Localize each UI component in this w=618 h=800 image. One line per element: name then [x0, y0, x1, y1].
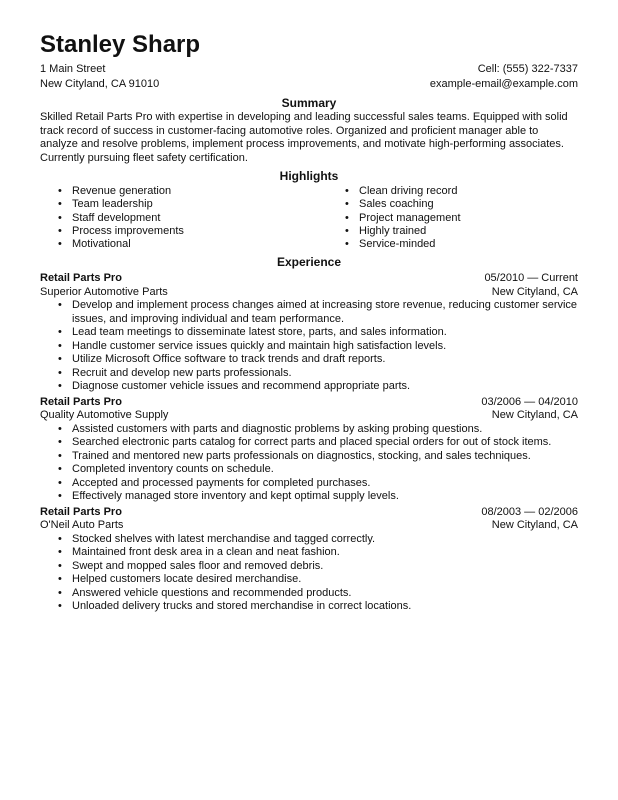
job-duties: [40, 299, 578, 394]
duty-item: • Answered vehicle questions and recommended products.: [40, 587, 578, 601]
highlights-heading: Highlights: [279, 169, 339, 183]
duty-item: • Utilize Microsoft Office software to track trends and draft reports.: [40, 353, 578, 367]
contact-row-1: [40, 62, 578, 77]
job-title: Retail Parts Pro: [40, 395, 122, 408]
duty-item: • Handle customer service issues quickly and maintain high satisfaction levels.: [40, 340, 578, 354]
phone-number: Cell: (555) 322-7337: [477, 63, 578, 75]
duty-item: • Accepted and processed payments for completed purchases.: [40, 477, 578, 491]
highlight-item: • Revenue generation: [40, 185, 327, 198]
duty-item: • Stocked shelves with latest merchandise and tagged correctly.: [40, 533, 578, 547]
job-company: Superior Automotive Parts: [40, 285, 168, 298]
highlight-item: • Clean driving record: [327, 185, 461, 198]
duty-item: • Effectively managed store inventory and kept optimal supply levels.: [40, 490, 578, 504]
email-address[interactable]: example-email@example.com: [429, 78, 578, 90]
duty-item: • Searched electronic parts catalog for correct parts and placed special orders for out of stock items.: [40, 436, 578, 450]
duty-item: • Develop and implement process changes aimed at increasing store revenue, reducing customer service issues, and improving individual and team performance.: [40, 299, 578, 326]
job-company-row: [40, 519, 578, 533]
job-dates: 08/2003 — 02/2006: [481, 505, 578, 518]
duty-item: • Swept and mopped sales floor and removed debris.: [40, 560, 578, 574]
highlights-list: [40, 185, 578, 251]
job-title-row: [40, 506, 578, 520]
highlight-item: • Project management: [327, 212, 461, 225]
highlight-item: • Staff development: [40, 212, 327, 225]
summary-heading: Summary: [281, 96, 337, 110]
duty-item: • Maintained front desk area in a clean and neat fashion.: [40, 546, 578, 560]
job-dates: 03/2006 — 04/2010: [481, 395, 578, 408]
job-company-row: [40, 409, 578, 423]
job-title-row: [40, 396, 578, 410]
address-line-2: New Cityland, CA 91010: [40, 78, 160, 90]
duty-item: • Recruit and develop new parts professionals.: [40, 367, 578, 381]
job-entry: [40, 396, 578, 504]
duty-item: • Assisted customers with parts and diagnostic problems by asking probing questions.: [40, 423, 578, 437]
job-duties: [40, 423, 578, 504]
duty-item: • Helped customers locate desired merchandise.: [40, 573, 578, 587]
contact-block: [40, 62, 578, 92]
highlight-item: • Service-minded: [327, 238, 461, 251]
job-location: New Cityland, CA: [491, 285, 578, 298]
duty-item: • Trained and mentored new parts professionals on diagnostics, stocking, and sales techniques.: [40, 450, 578, 464]
job-location: New Cityland, CA: [491, 519, 578, 532]
job-dates: 05/2010 — Current: [484, 272, 578, 285]
job-duties: [40, 533, 578, 614]
summary-text: Skilled Retail Parts Pro with expertise in developing and leading successful sales teams. Equipped with solid track record of success in customer-facing automotive roles. Organized and proficient manager able to analyze and resolve problems, implement process improvements, and motivate high-performing associates. Currently pursuing fleet safety certification.: [40, 111, 568, 164]
highlight-item: • Highly trained: [327, 225, 461, 238]
job-title-row: [40, 272, 578, 286]
job-entry: [40, 272, 578, 394]
highlight-item: • Motivational: [40, 238, 327, 251]
highlights-left-column: [40, 185, 327, 251]
candidate-name: Stanley Sharp: [40, 31, 201, 58]
experience-heading: Experience: [276, 255, 342, 270]
contact-row-2: [40, 77, 578, 92]
highlight-item: • Team leadership: [40, 198, 327, 211]
highlight-item: • Process improvements: [40, 225, 327, 238]
job-location: New Cityland, CA: [491, 409, 578, 422]
job-title: Retail Parts Pro: [40, 505, 122, 518]
duty-item: • Lead team meetings to disseminate latest store, parts, and sales information.: [40, 326, 578, 340]
job-entry: [40, 506, 578, 614]
duty-item: • Unloaded delivery trucks and stored merchandise in correct locations.: [40, 600, 578, 614]
job-company: Quality Automotive Supply: [40, 409, 169, 422]
job-company-row: [40, 286, 578, 300]
job-title: Retail Parts Pro: [40, 272, 122, 285]
resume-page: [40, 30, 578, 614]
duty-item: • Completed inventory counts on schedule.: [40, 463, 578, 477]
job-company: O'Neil Auto Parts: [40, 519, 124, 532]
duty-item: • Diagnose customer vehicle issues and recommend appropriate parts.: [40, 380, 578, 394]
highlights-right-column: [327, 185, 461, 251]
highlight-item: • Sales coaching: [327, 198, 461, 211]
address-line-1: 1 Main Street: [40, 63, 106, 75]
